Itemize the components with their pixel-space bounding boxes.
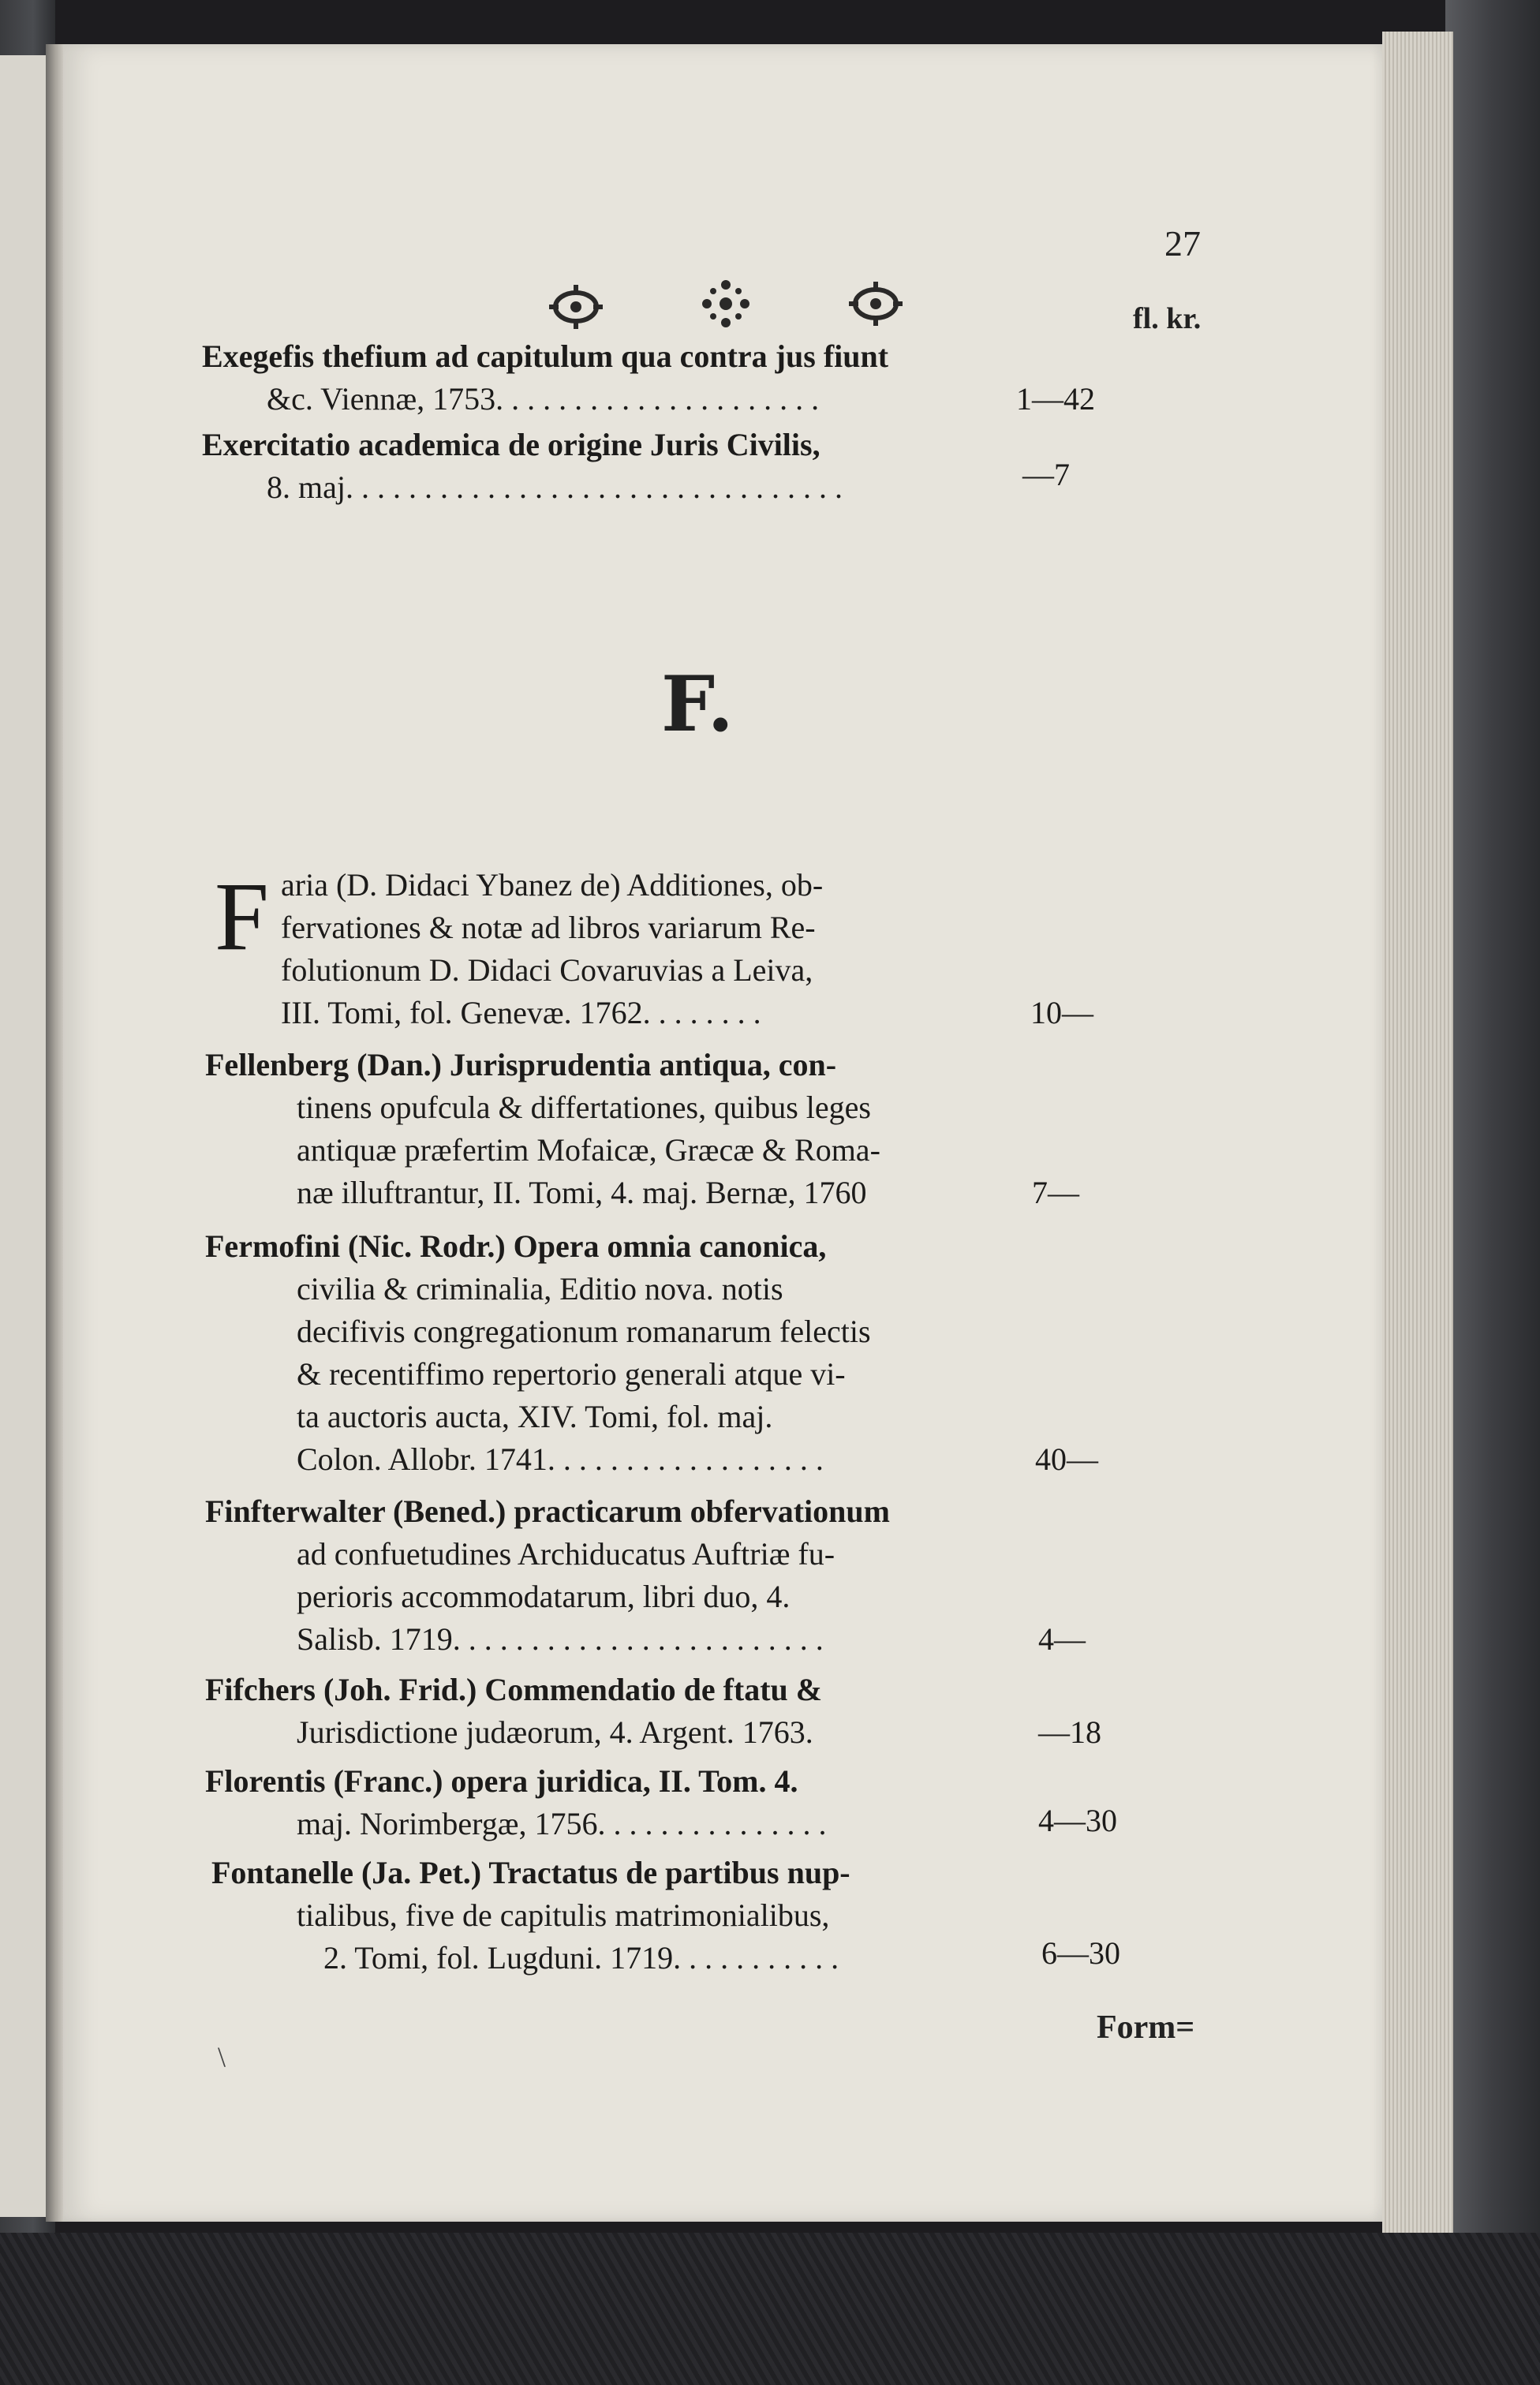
entry-price: 4— (1038, 1621, 1086, 1657)
right-page (63, 44, 1382, 2222)
entry-price: 4—30 (1038, 1803, 1117, 1838)
entry-line: &c. Viennæ, 1753. . . . . . . . . . . . . . . . . . . . . (267, 381, 820, 417)
entry-line: Florentis (Franc.) opera juridica, II. Tom. 4. (205, 1763, 798, 1799)
entry-line: ad confuetudines Archiducatus Auftriæ fu- (297, 1536, 835, 1572)
entry-line: Fellenberg (Dan.) Jurisprudentia antiqua, con- (205, 1047, 837, 1082)
entry-line: Fermofini (Nic. Rodr.) Opera omnia canonica, (205, 1228, 827, 1264)
entry-price: 7— (1032, 1175, 1079, 1210)
entry-price: 10— (1030, 995, 1093, 1030)
printer-ornament-icon (505, 269, 947, 340)
catchword: Form= (1097, 2009, 1195, 2046)
entry-line: ta auctoris aucta, XIV. Tomi, fol. maj. (297, 1399, 773, 1434)
entry-line: aria (D. Didaci Ybanez de) Additiones, ob- (281, 867, 824, 903)
entry-line: III. Tomi, fol. Genevæ. 1762. . . . . . . . (281, 995, 761, 1030)
entry-line: civilia & criminalia, Editio nova. notis (297, 1271, 783, 1307)
entry-line: folutionum D. Didaci Covaruvias a Leiva, (281, 952, 813, 988)
entry-line: Fontanelle (Ja. Pet.) Tractatus de partibus nup- (211, 1855, 850, 1890)
entry-line: Fifchers (Joh. Frid.) Commendatio de ftatu & (205, 1672, 823, 1707)
entry-price: —7 (1022, 457, 1070, 492)
gutter-shadow (46, 44, 63, 2222)
left-page-edge (0, 55, 47, 2217)
entry-line: Colon. Allobr. 1741. . . . . . . . . . . . . . . . . . (297, 1441, 824, 1477)
entry-price: 1—42 (1016, 381, 1095, 417)
entry-line: fervationes & notæ ad libros variarum Re- (281, 910, 816, 945)
page-edges (1382, 32, 1453, 2233)
entry-line: Salisb. 1719. . . . . . . . . . . . . . . . . . . . . . . . (297, 1621, 824, 1657)
entry-line: maj. Norimbergæ, 1756. . . . . . . . . . . . . . . (297, 1806, 827, 1841)
entry-line: 8. maj. . . . . . . . . . . . . . . . . . . . . . . . . . . . . . . . (267, 469, 843, 505)
entry-line: Exegefis thefium ad capitulum qua contra jus fiunt (202, 338, 889, 374)
entry-line: perioris accommodatarum, libri duo, 4. (297, 1579, 791, 1614)
margin-mark: \ (218, 2041, 226, 2073)
entry-line: Exercitatio academica de origine Juris Civilis, (202, 427, 820, 462)
entry-line: & recentiffimo repertorio generali atque vi- (297, 1356, 846, 1392)
entry-line: næ illuftrantur, II. Tomi, 4. maj. Bernæ, 1760 (297, 1175, 867, 1210)
entry-line: antiquæ præfertim Mofaicæ, Græcæ & Roma- (297, 1132, 880, 1168)
entry-line: tialibus, five de capitulis matrimonialibus, (297, 1897, 830, 1933)
drop-cap: F (215, 862, 269, 970)
entry-line: Finfterwalter (Bened.) practicarum obfervationum (205, 1493, 890, 1529)
entry-line: tinens opufcula & differtationes, quibus leges (297, 1090, 871, 1125)
page-number: 27 (1164, 223, 1201, 264)
entry-line: Jurisdictione judæorum, 4. Argent. 1763. (297, 1714, 813, 1750)
entry-price: 40— (1035, 1441, 1098, 1477)
section-letter: F. (661, 660, 734, 749)
book-cover-right (1445, 0, 1540, 2233)
entry-line: decifivis congregationum romanarum felectis (297, 1314, 871, 1349)
entry-price: 6—30 (1041, 1935, 1120, 1971)
entry-line: 2. Tomi, fol. Lugduni. 1719. . . . . . . . . . . (323, 1940, 839, 1976)
currency-header: fl. kr. (1133, 302, 1202, 335)
book-cover-bottom (0, 2233, 1540, 2385)
entry-price: —18 (1038, 1714, 1101, 1750)
